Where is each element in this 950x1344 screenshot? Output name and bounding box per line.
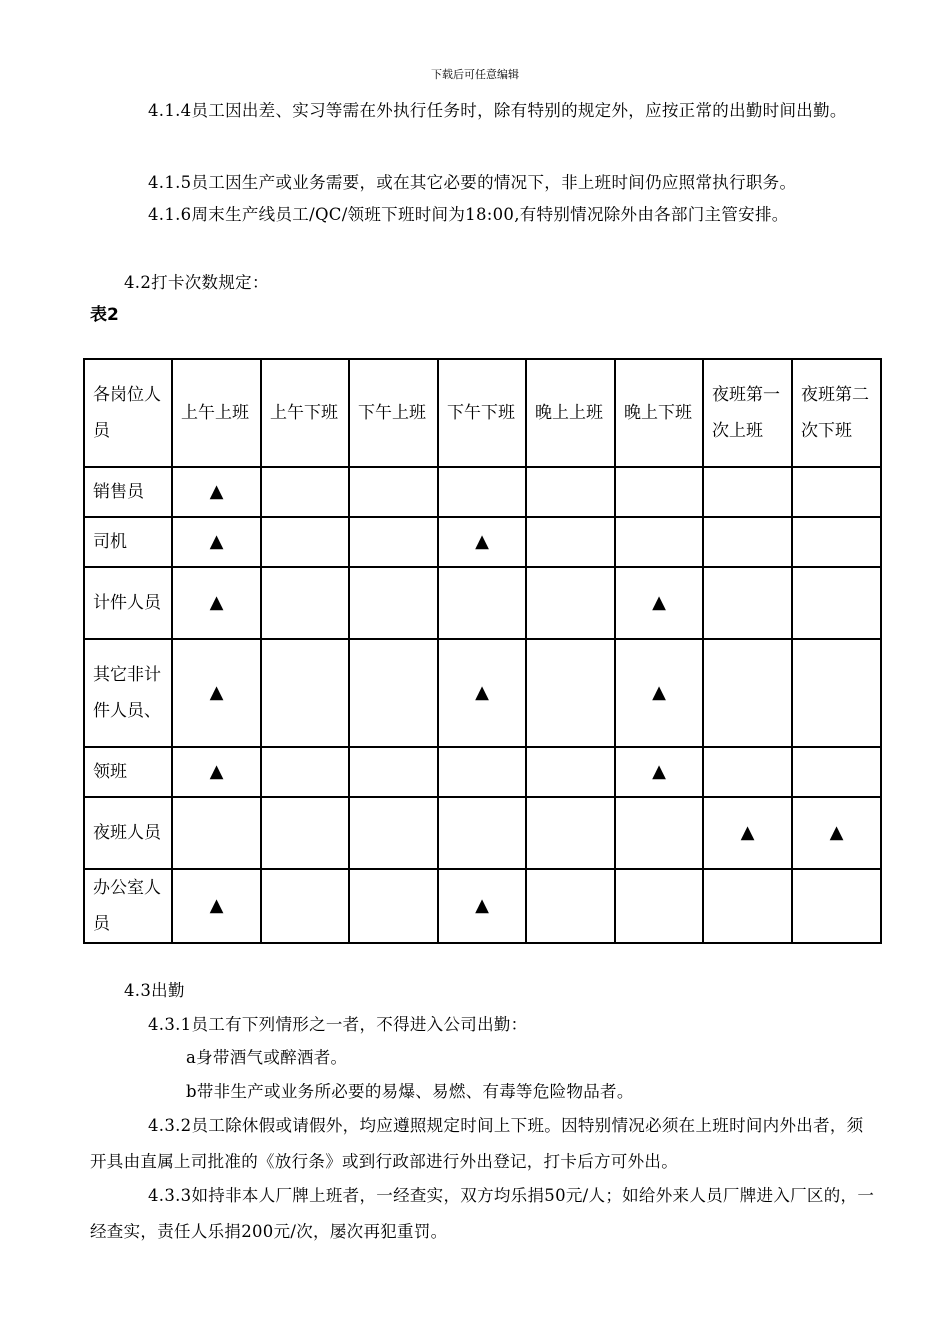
triangle-mark-icon: ▲: [438, 517, 526, 567]
empty-cell: [349, 467, 438, 517]
triangle-mark-icon: ▲: [615, 567, 703, 639]
empty-cell: [526, 747, 615, 797]
row-label: 司机: [84, 517, 172, 567]
table-row: [84, 567, 881, 639]
page-header: 下载后可任意编辑: [431, 68, 519, 81]
empty-cell: [261, 639, 349, 747]
empty-cell: [261, 517, 349, 567]
triangle-mark-icon: ▲: [438, 869, 526, 943]
empty-cell: [792, 567, 881, 639]
table-row: [84, 639, 881, 747]
empty-cell: [526, 639, 615, 747]
header-cell: 上午上班: [172, 359, 261, 467]
triangle-mark-icon: ▲: [172, 467, 261, 517]
empty-cell: [172, 797, 261, 869]
empty-cell: [792, 517, 881, 567]
empty-cell: [792, 869, 881, 943]
row-label: 计件人员: [84, 567, 172, 639]
table-row: [84, 797, 881, 869]
empty-cell: [703, 467, 792, 517]
empty-cell: [792, 639, 881, 747]
empty-cell: [349, 517, 438, 567]
triangle-mark-icon: ▲: [792, 797, 881, 869]
empty-cell: [261, 869, 349, 943]
empty-cell: [349, 567, 438, 639]
paragraph-4-1-4: 4.1.4员工因出差、实习等需在外执行任务时，除有特别的规定外，应按正常的出勤时间出勤。: [148, 101, 847, 120]
table-title: 表2: [90, 305, 119, 325]
empty-cell: [526, 797, 615, 869]
empty-cell: [615, 517, 703, 567]
header-cell: 各岗位人员: [84, 359, 172, 467]
triangle-mark-icon: ▲: [172, 567, 261, 639]
empty-cell: [703, 517, 792, 567]
list-item-a: a身带酒气或醉酒者。: [186, 1048, 348, 1067]
empty-cell: [703, 567, 792, 639]
empty-cell: [438, 747, 526, 797]
paragraph-4-3-2: 4.3.2员工除休假或请假外，均应遵照规定时间上下班。因特别情况必须在上班时间内外出者，须开具由直属上司批准的《放行条》或到行政部进行外出登记，打卡后方可外出。: [90, 1116, 864, 1171]
empty-cell: [526, 869, 615, 943]
empty-cell: [261, 747, 349, 797]
empty-cell: [349, 797, 438, 869]
triangle-mark-icon: ▲: [615, 747, 703, 797]
paragraph-4-1-5: 4.1.5员工因生产或业务需要，或在其它必要的情况下，非上班时间仍应照常执行职务。: [148, 173, 797, 192]
section-heading-4-2: 4.2打卡次数规定：: [124, 273, 269, 292]
row-label: 办公室人员: [84, 869, 172, 943]
triangle-mark-icon: ▲: [172, 747, 261, 797]
empty-cell: [526, 467, 615, 517]
row-label: 夜班人员: [84, 797, 172, 869]
paragraph-4-1-6: 4.1.6周末生产线员工/QC/领班下班时间为18:00,有特别情况除外由各部门主管安排。: [148, 205, 789, 224]
empty-cell: [261, 567, 349, 639]
row-label: 其它非计件人员、: [84, 639, 172, 747]
empty-cell: [615, 797, 703, 869]
list-item-b: b带非生产或业务所必要的易爆、易燃、有毒等危险物品者。: [186, 1082, 634, 1101]
empty-cell: [526, 567, 615, 639]
header-cell: 晚上上班: [526, 359, 615, 467]
header-cell: 晚上下班: [615, 359, 703, 467]
header-cell: 下午下班: [438, 359, 526, 467]
empty-cell: [438, 567, 526, 639]
paragraph-4-3-1: 4.3.1员工有下列情形之一者，不得进入公司出勤：: [148, 1015, 528, 1034]
table-header-row: [84, 359, 881, 467]
empty-cell: [703, 639, 792, 747]
clock-in-table: [83, 358, 882, 944]
empty-cell: [615, 467, 703, 517]
header-cell: 上午下班: [261, 359, 349, 467]
empty-cell: [438, 797, 526, 869]
empty-cell: [261, 467, 349, 517]
empty-cell: [792, 747, 881, 797]
empty-cell: [526, 517, 615, 567]
table-row: [84, 747, 881, 797]
empty-cell: [615, 869, 703, 943]
empty-cell: [349, 747, 438, 797]
empty-cell: [261, 797, 349, 869]
header-cell: 夜班第一次上班: [703, 359, 792, 467]
empty-cell: [349, 869, 438, 943]
table-row: [84, 467, 881, 517]
header-cell: 下午上班: [349, 359, 438, 467]
triangle-mark-icon: ▲: [172, 869, 261, 943]
row-label: 销售员: [84, 467, 172, 517]
row-label: 领班: [84, 747, 172, 797]
section-heading-4-3: 4.3出勤: [124, 981, 185, 1000]
triangle-mark-icon: ▲: [172, 639, 261, 747]
triangle-mark-icon: ▲: [172, 517, 261, 567]
triangle-mark-icon: ▲: [703, 797, 792, 869]
table-row: [84, 517, 881, 567]
empty-cell: [792, 467, 881, 517]
empty-cell: [349, 639, 438, 747]
triangle-mark-icon: ▲: [615, 639, 703, 747]
empty-cell: [703, 747, 792, 797]
header-cell: 夜班第二次下班: [792, 359, 881, 467]
table-row: [84, 869, 881, 943]
empty-cell: [438, 467, 526, 517]
empty-cell: [703, 869, 792, 943]
triangle-mark-icon: ▲: [438, 639, 526, 747]
paragraph-4-3-3: 4.3.3如持非本人厂牌上班者，一经查实，双方均乐捐50元/人；如给外来人员厂牌进入厂区的，一经查实，责任人乐捐200元/次，屡次再犯重罚。: [90, 1186, 875, 1241]
